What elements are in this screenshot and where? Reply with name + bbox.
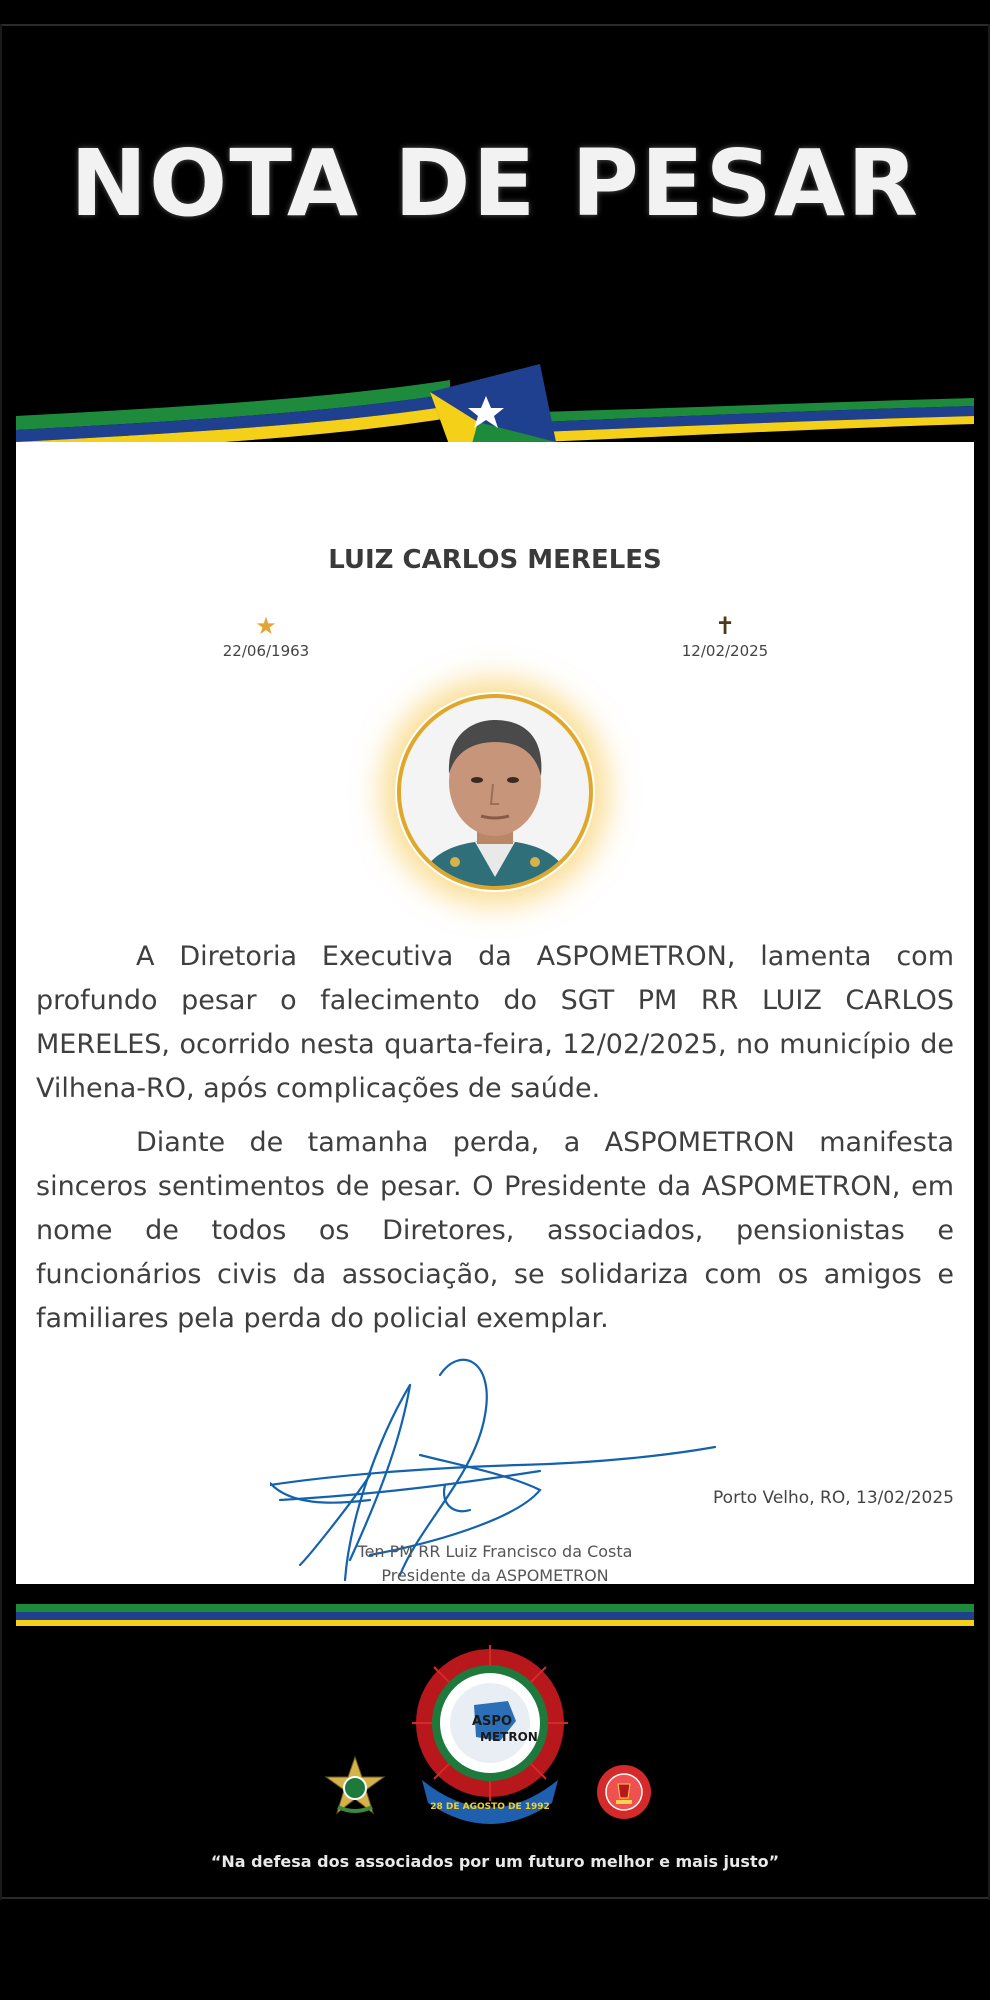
message-body <box>36 935 954 1351</box>
top-frame-line <box>0 24 990 26</box>
message-paragraph: Diante de tamanha perda, a ASPOMETRON manifesta sinceros sentimentos de pesar. O Presidente da ASPOMETRON, em nome de todos os Diretores, associados, pensionistas e funcionários civis da associação, se solidariza com os amigos e familiares pela perda do policial exemplar. <box>36 1127 954 1334</box>
logo-ribbon-text: 28 DE AGOSTO DE 1992 <box>430 1802 550 1812</box>
message-paragraph: A Diretoria Executiva da ASPOMETRON, lamenta com profundo pesar o falecimento do SGT PM RR LUIZ CARLOS MERELES, ocorrido nesta quarta-feira, 12/02/2025, no município de Vilhena-RO, após complicações de saúde. <box>36 941 954 1104</box>
birth-date: 22/06/1963 <box>222 642 310 660</box>
place-and-date: Porto Velho, RO, 13/02/2025 <box>713 1488 954 1508</box>
cross-icon: ✝ <box>714 612 736 640</box>
bottom-frame-line <box>0 1897 990 1899</box>
pm-emblem-logo <box>322 1755 388 1821</box>
fire-brigade-logo <box>596 1764 652 1820</box>
star-icon: ★ <box>255 612 277 640</box>
logo-text-aspo: ASPO <box>472 1714 513 1729</box>
signer-block <box>0 1540 990 1588</box>
page-title: NOTA DE PESAR <box>70 130 920 237</box>
death-date-block <box>625 612 825 660</box>
birth-date-block <box>166 612 366 660</box>
bottom-flag-stripe <box>16 1604 974 1628</box>
left-frame-line <box>0 24 2 1900</box>
portrait-photo <box>395 692 595 892</box>
deceased-name: LUIZ CARLOS MERELES <box>328 545 662 575</box>
signer-name: Ten PM RR Luiz Francisco da Costa <box>357 1542 633 1561</box>
aspometron-logo <box>412 1645 568 1825</box>
signer-role: Presidente da ASPOMETRON <box>381 1566 609 1585</box>
death-date: 12/02/2025 <box>681 642 769 660</box>
association-motto: “Na defesa dos associados por um futuro melhor e mais justo” <box>210 1852 780 1871</box>
logo-text-metron: METRON <box>480 1730 538 1744</box>
